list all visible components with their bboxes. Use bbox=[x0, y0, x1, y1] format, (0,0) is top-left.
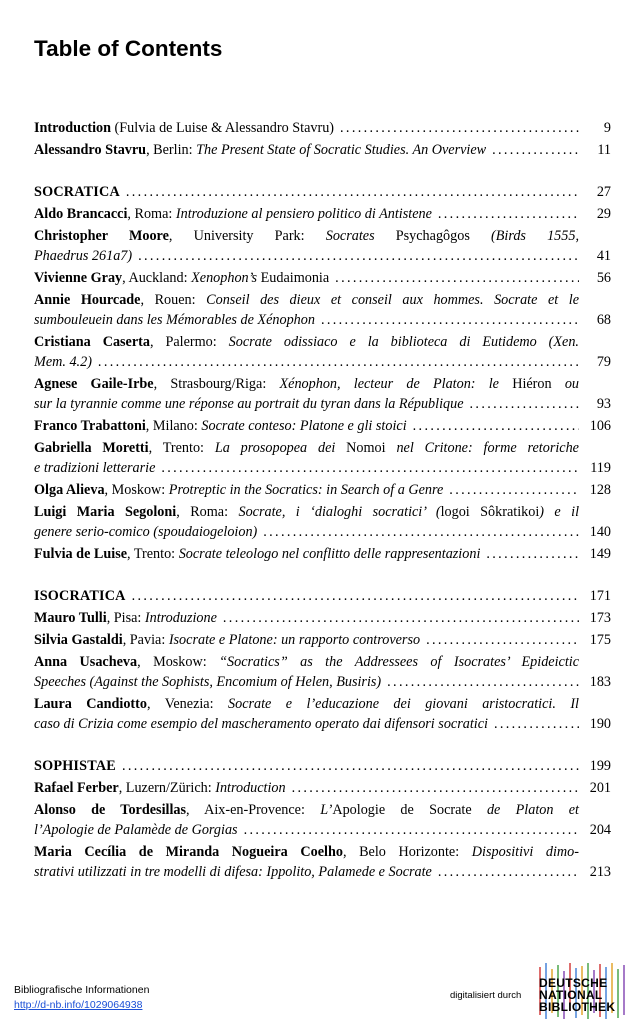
toc-entry[interactable] bbox=[34, 140, 611, 160]
entry-title: Socrate e l’educazione dei giovani aristocratici. Il bbox=[228, 696, 579, 712]
toc-entry[interactable] bbox=[34, 332, 611, 372]
entry-title-continued: Phaedrus 261a7) bbox=[34, 248, 133, 264]
leader-dots bbox=[464, 394, 579, 414]
page-number: 204 bbox=[589, 822, 611, 838]
section-gap bbox=[34, 162, 611, 182]
entry-title: Socrate odissiaco e la biblioteca di Eutidemo (Xen. bbox=[228, 334, 579, 350]
entry-author: Franco Trabattoni bbox=[34, 418, 146, 434]
entry-affiliation: , Moskow: bbox=[137, 654, 220, 670]
entry-title: Xénophon, lecteur de Platon: le bbox=[279, 376, 499, 392]
entry-affiliation: , Rouen: bbox=[140, 292, 207, 308]
page-number: 41 bbox=[596, 248, 611, 264]
bibliographic-info-label: Bibliografische Informationen bbox=[14, 984, 150, 996]
entry-text bbox=[34, 778, 286, 798]
leader-dots bbox=[238, 820, 579, 840]
entry-text bbox=[34, 140, 486, 160]
leader-dots bbox=[420, 630, 579, 650]
entry-text bbox=[34, 630, 420, 650]
leader-dots bbox=[480, 544, 579, 564]
entry-title-continued: strativi utilizzati in tre modelli di difesa: Ippolito, Palamede e Socrate bbox=[34, 864, 432, 880]
entry-line-2 bbox=[34, 246, 611, 266]
toc-section-row[interactable] bbox=[34, 586, 611, 606]
entry-author: Introduction bbox=[34, 120, 111, 136]
dnb-logo-line: DEUTSCHE bbox=[539, 976, 608, 990]
entry-title: Introduzione al pensiero politico di Antistene bbox=[175, 206, 432, 222]
page-number: 140 bbox=[589, 524, 611, 540]
entry-line-2 bbox=[34, 352, 611, 372]
leader-dots bbox=[120, 182, 579, 202]
entry-title: Dispositivi dimo- bbox=[471, 844, 579, 860]
page-number: 93 bbox=[596, 396, 611, 412]
entry-text bbox=[34, 480, 443, 500]
entry-affiliation: , Pavia: bbox=[122, 632, 169, 648]
leader-dots bbox=[126, 586, 579, 606]
entry-line-2 bbox=[34, 310, 611, 330]
digitized-by-label: digitalisiert durch bbox=[450, 990, 522, 1001]
entry-affiliation: , Berlin: bbox=[146, 142, 197, 158]
entry-title-continued: sur la tyrannie comme une réponse au portrait du tyran dans la République bbox=[34, 396, 464, 412]
entry-affiliation: , Palermo: bbox=[149, 334, 229, 350]
section-label: ISOCRATICA bbox=[34, 588, 126, 604]
section-label: SOCRATICA bbox=[34, 184, 120, 200]
entry-line-2 bbox=[34, 458, 611, 478]
page-number: 79 bbox=[596, 354, 611, 370]
toc-entry[interactable] bbox=[34, 226, 611, 266]
entry-line-1 bbox=[34, 290, 611, 310]
entry-title-end: ou bbox=[564, 376, 579, 392]
entry-author: Gabriella Moretti bbox=[34, 440, 149, 456]
section-gap bbox=[34, 736, 611, 756]
entry-author: Olga Alieva bbox=[34, 482, 105, 498]
toc-entry[interactable] bbox=[34, 842, 611, 882]
entry-affiliation: , Strasbourg/Riga: bbox=[153, 376, 280, 392]
entry-line-1 bbox=[34, 502, 611, 522]
entry-author: Christopher Moore bbox=[34, 228, 169, 244]
entry-title: Socrates bbox=[325, 228, 375, 244]
entry-title-continued: genere serio-comico (spoudaiogeloion) bbox=[34, 524, 258, 540]
dnb-logo-line: BIBLIOTHEK bbox=[539, 1000, 616, 1014]
page-number: 199 bbox=[589, 758, 611, 774]
toc-entry[interactable] bbox=[34, 608, 611, 628]
entry-author: Anna Usacheva bbox=[34, 654, 138, 670]
page-number: 128 bbox=[589, 482, 611, 498]
entry-line-1 bbox=[34, 438, 611, 458]
entry-text bbox=[34, 268, 329, 288]
page-number: 171 bbox=[589, 588, 611, 604]
entry-line-2 bbox=[34, 394, 611, 414]
entry-author: Annie Hourcade bbox=[34, 292, 141, 308]
entry-text bbox=[34, 544, 480, 564]
entry-line-1 bbox=[34, 694, 611, 714]
entry-title-continued: sumbouleuein dans les Mémorables de Xénophon bbox=[34, 312, 315, 328]
entry-affiliation: , Roma: bbox=[127, 206, 176, 222]
entry-author: Silvia Gastaldi bbox=[34, 632, 123, 648]
entry-title: The Present State of Socratic Studies. An Overview bbox=[196, 142, 487, 158]
entry-title-continued: Mem. 4.2) bbox=[34, 354, 92, 370]
entry-title: Socrate, i ‘dialoghi socratici’ ( bbox=[238, 504, 441, 520]
entry-title-continued: Speeches (Against the Sophists, Encomium of Helen, Busiris) bbox=[34, 674, 382, 690]
leader-dots bbox=[381, 672, 579, 692]
entry-title-roman: logoi Sôkratikoi bbox=[440, 504, 540, 520]
leader-dots bbox=[155, 458, 579, 478]
entry-affiliation: , Belo Horizonte: bbox=[342, 844, 472, 860]
entry-line-1 bbox=[34, 652, 611, 672]
entry-text bbox=[34, 608, 217, 628]
entry-title-end: (Birds 1555, bbox=[491, 228, 580, 244]
page-number: 68 bbox=[596, 312, 611, 328]
entry-author: Fulvia de Luise bbox=[34, 546, 128, 562]
leader-dots bbox=[488, 714, 579, 734]
leader-dots bbox=[217, 608, 579, 628]
page-number: 190 bbox=[589, 716, 611, 732]
toc-entry[interactable] bbox=[34, 204, 611, 224]
entry-title-continued: e tradizioni letterarie bbox=[34, 460, 156, 476]
entry-title: Protreptic in the Socratics: in Search of a Genre bbox=[168, 482, 444, 498]
dnb-logo bbox=[537, 963, 629, 1019]
entry-affiliation: , University Park: bbox=[168, 228, 326, 244]
entry-author: Alonso de Tordesillas bbox=[34, 802, 187, 818]
entry-title: Introduction bbox=[215, 780, 286, 796]
entry-affiliation: , Moskow: bbox=[104, 482, 169, 498]
leader-dots bbox=[116, 756, 579, 776]
page-number: 56 bbox=[596, 270, 611, 286]
entry-title: La prosopopea dei bbox=[214, 440, 336, 456]
dnb-logo-text bbox=[539, 977, 615, 1013]
entry-line-2 bbox=[34, 672, 611, 692]
toc-entry[interactable] bbox=[34, 438, 611, 478]
table-of-contents bbox=[34, 118, 611, 884]
page-number: 173 bbox=[589, 610, 611, 626]
leader-dots bbox=[443, 480, 579, 500]
entry-line-1 bbox=[34, 226, 611, 246]
entry-text bbox=[34, 118, 334, 138]
entry-title-end: ) e il bbox=[539, 504, 580, 520]
page-number: 183 bbox=[589, 674, 611, 690]
entry-affiliation: , Luzern/Zürich: bbox=[118, 780, 216, 796]
page-title: Table of Contents bbox=[34, 36, 223, 61]
entry-line-1 bbox=[34, 842, 611, 862]
toc-entry[interactable] bbox=[34, 118, 611, 138]
entry-affiliation: , Pisa: bbox=[106, 610, 145, 626]
entry-title: Socrate teleologo nel conflitto delle rappresentazioni bbox=[178, 546, 481, 562]
entry-title: “Socratics” as the Addressees of Isocrates’ Epideictic bbox=[219, 654, 580, 670]
leader-dots bbox=[329, 268, 579, 288]
leader-dots bbox=[432, 204, 579, 224]
entry-affiliation: , Venezia: bbox=[146, 696, 228, 712]
bibliographic-info bbox=[14, 983, 149, 1013]
dnb-logo-line: NATIONAL bbox=[539, 988, 603, 1002]
entry-affiliation: , Milano: bbox=[145, 418, 202, 434]
entry-title: L’ bbox=[320, 802, 333, 818]
entry-title-roman: Psychagôgos bbox=[374, 228, 491, 244]
toc-entry[interactable] bbox=[34, 416, 611, 436]
entry-title-end: nel Critone: forme retoriche bbox=[396, 440, 579, 456]
entry-author: Rafael Ferber bbox=[34, 780, 119, 796]
entry-text bbox=[34, 416, 407, 436]
toc-entry[interactable] bbox=[34, 630, 611, 650]
entry-author: Luigi Maria Segoloni bbox=[34, 504, 177, 520]
entry-title: Xenophon’s bbox=[191, 270, 258, 286]
entry-affiliation: , Roma: bbox=[176, 504, 239, 520]
entry-title-tail: Eudaimonia bbox=[257, 270, 330, 286]
page-number: 9 bbox=[603, 120, 611, 136]
entry-title-continued: l’Apologie de Palamède de Gorgias bbox=[34, 822, 238, 838]
leader-dots bbox=[315, 310, 579, 330]
entry-author: Cristiana Caserta bbox=[34, 334, 150, 350]
entry-author: Vivienne Gray bbox=[34, 270, 123, 286]
page-number: 29 bbox=[596, 206, 611, 222]
page-number: 119 bbox=[590, 460, 611, 476]
entry-author: Maria Cecília de Miranda Nogueira Coelho bbox=[34, 844, 343, 860]
entry-title-continued: caso di Crizia come esempio del mascheramento operato dai difensori socratici bbox=[34, 716, 488, 732]
entry-title-roman: Nomoi bbox=[335, 440, 397, 456]
page-number: 27 bbox=[596, 184, 611, 200]
entry-affiliation: (Fulvia de Luise & Alessandro Stavru) bbox=[111, 120, 335, 136]
entry-author: Agnese Gaile-Irbe bbox=[34, 376, 154, 392]
leader-dots bbox=[432, 862, 579, 882]
leader-dots bbox=[407, 416, 579, 436]
entry-title-end: de Platon et bbox=[486, 802, 580, 818]
dnb-link[interactable]: http://d-nb.info/1029064938 bbox=[14, 999, 143, 1011]
entry-line-1 bbox=[34, 800, 611, 820]
page-number: 175 bbox=[589, 632, 611, 648]
entry-title-roman: Apologie de Socrate bbox=[332, 802, 487, 818]
entry-affiliation: , Trento: bbox=[127, 546, 179, 562]
toc-entry[interactable] bbox=[34, 374, 611, 414]
toc-entry[interactable] bbox=[34, 800, 611, 840]
page-number: 149 bbox=[589, 546, 611, 562]
page-number: 106 bbox=[589, 418, 611, 434]
entry-title: Introduzione bbox=[144, 610, 217, 626]
entry-line-2 bbox=[34, 522, 611, 542]
toc-entry[interactable] bbox=[34, 778, 611, 798]
entry-affiliation: , Aix-en-Provence: bbox=[186, 802, 321, 818]
entry-line-2 bbox=[34, 862, 611, 882]
entry-text bbox=[34, 204, 432, 224]
leader-dots bbox=[92, 352, 579, 372]
leader-dots bbox=[286, 778, 579, 798]
toc-entry[interactable] bbox=[34, 502, 611, 542]
toc-entry[interactable] bbox=[34, 290, 611, 330]
entry-affiliation: , Auckland: bbox=[122, 270, 192, 286]
toc-entry[interactable] bbox=[34, 268, 611, 288]
section-label: SOPHISTAE bbox=[34, 758, 116, 774]
entry-author: Mauro Tulli bbox=[34, 610, 107, 626]
entry-affiliation: , Trento: bbox=[148, 440, 215, 456]
entry-line-2 bbox=[34, 714, 611, 734]
entry-title: Conseil des dieux et conseil aux hommes. Socrate et le bbox=[206, 292, 580, 308]
toc-entry[interactable] bbox=[34, 480, 611, 500]
page-number: 11 bbox=[597, 142, 611, 158]
leader-dots bbox=[334, 118, 579, 138]
leader-dots bbox=[132, 246, 579, 266]
entry-author: Aldo Brancacci bbox=[34, 206, 128, 222]
toc-entry[interactable] bbox=[34, 652, 611, 692]
entry-title: Isocrate e Platone: un rapporto controverso bbox=[168, 632, 421, 648]
toc-entry[interactable] bbox=[34, 694, 611, 734]
entry-title: Socrate conteso: Platone e gli stoici bbox=[201, 418, 407, 434]
toc-section-row[interactable] bbox=[34, 182, 611, 202]
leader-dots bbox=[486, 140, 579, 160]
page-number: 201 bbox=[589, 780, 611, 796]
entry-line-1 bbox=[34, 332, 611, 352]
entry-author: Alessandro Stavru bbox=[34, 142, 147, 158]
page-number: 213 bbox=[589, 864, 611, 880]
entry-title-roman: Hiéron bbox=[498, 376, 565, 392]
entry-line-1 bbox=[34, 374, 611, 394]
toc-section-row[interactable] bbox=[34, 756, 611, 776]
toc-entry[interactable] bbox=[34, 544, 611, 564]
section-gap bbox=[34, 566, 611, 586]
entry-line-2 bbox=[34, 820, 611, 840]
leader-dots bbox=[257, 522, 579, 542]
entry-author: Laura Candiotto bbox=[34, 696, 147, 712]
